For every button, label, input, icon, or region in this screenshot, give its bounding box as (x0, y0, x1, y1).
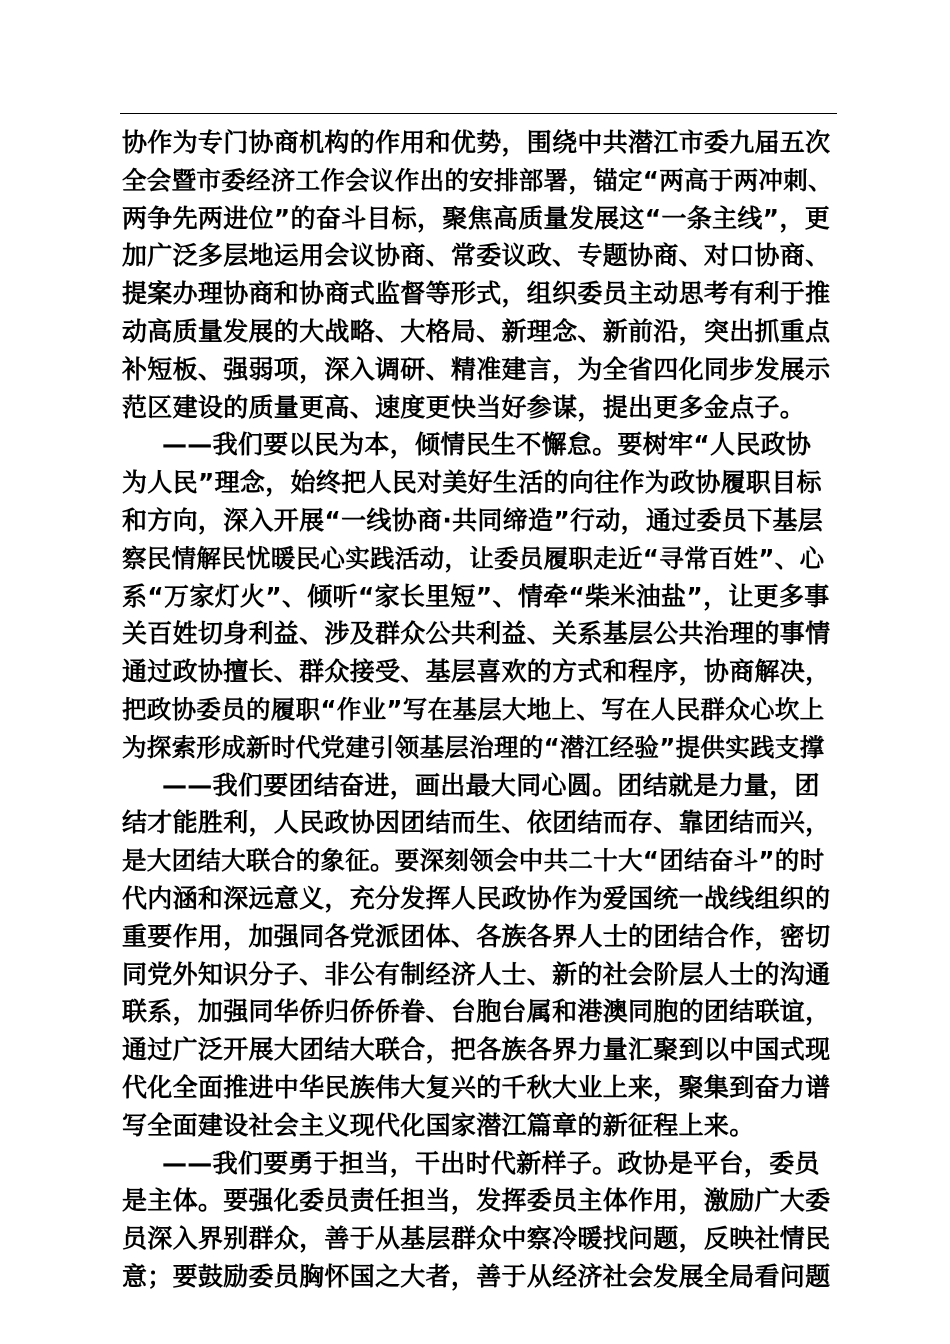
text-line: 把政协委员的履职“作业”写在基层大地上、写在人民群众心坎上 (122, 694, 825, 724)
header-rule (120, 113, 837, 114)
text-line: 代化全面推进中华民族伟大复兴的千秋大业上来，聚集到奋力谱 (122, 1072, 831, 1102)
paragraph-start-line: ——我们要勇于担当，干出时代新样子。政协是平台，委员 (162, 1148, 820, 1178)
text-line: 关百姓切身利益、涉及群众公共利益、关系基层公共治理的事情 (122, 619, 831, 649)
text-line: 员深入界别群众，善于从基层群众中察冷暖找问题，反映社情民 (122, 1224, 831, 1254)
text-line: 是主体。要强化委员责任担当，发挥委员主体作用，激励广大委 (122, 1186, 831, 1216)
text-line: 代内涵和深远意义，充分发挥人民政协作为爱国统一战线组织的 (122, 883, 831, 913)
text-line: 写全面建设社会主义现代化国家潜江篇章的新征程上来。 (122, 1110, 755, 1140)
text-line: 范区建设的质量更高、速度更快当好参谋，提出更多金点子。 (122, 392, 806, 422)
text-line: 加广泛多层地运用会议协商、常委议政、专题协商、对口协商、 (122, 241, 831, 271)
text-line: 协作为专门协商机构的作用和优势，围绕中共潜江市委九届五次 (122, 128, 831, 157)
paragraph-start-line: ——我们要以民为本，倾情民生不懈怠。要树牢“人民政协 (162, 430, 812, 460)
text-line: 同党外知识分子、非公有制经济人士、新的社会阶层人士的沟通 (122, 959, 831, 989)
text-line: 两争先两进位”的奋斗目标，聚焦高质量发展这“一条主线”，更 (122, 203, 830, 233)
text-line: 通过政协擅长、群众接受、基层喜欢的方式和程序，协商解决， (122, 657, 831, 687)
text-line: 通过广泛开展大团结大联合，把各族各界力量汇聚到以中国式现 (122, 1035, 831, 1065)
text-line: 动高质量发展的大战略、大格局、新理念、新前沿，突出抓重点 (122, 316, 831, 346)
paragraph-start-line: ——我们要团结奋进，画出最大同心圆。团结就是力量，团 (162, 770, 820, 800)
text-line: 重要作用，加强同各党派团体、各族各界人士的团结合作，密切 (122, 921, 831, 951)
text-line: 和方向，深入开展“一线协商·共同缔造”行动，通过委员下基层 (122, 505, 824, 535)
text-line: 提案办理协商和协商式监督等形式，组织委员主动思考有利于推 (122, 279, 831, 309)
text-line: 意；要鼓励委员胸怀国之大者，善于从经济社会发展全局看问题 (122, 1261, 831, 1291)
text-line: 全会暨市委经济工作会议作出的安排部署，锚定“两高于两冲刺、 (122, 165, 833, 195)
text-line: 系“万家灯火”、倾听“家长里短”、情牵“柴米油盐”，让更多事 (122, 581, 830, 611)
text-line: 为探索形成新时代党建引领基层治理的“潜江经验”提供实践支撑 (122, 732, 825, 762)
body-text (122, 124, 838, 1296)
text-line: 为人民”理念，始终把人民对美好生活的向往作为政协履职目标 (122, 468, 822, 498)
text-line: 补短板、强弱项，深入调研、精准建言，为全省四化同步发展示 (122, 354, 831, 384)
text-line: 联系，加强同华侨归侨侨眷、台胞台属和港澳同胞的团结联谊， (122, 997, 831, 1027)
text-line: 察民情解民忧暖民心实践活动，让委员履职走近“寻常百姓”、心 (122, 543, 825, 573)
text-line: 结才能胜利，人民政协因团结而生、依团结而存、靠团结而兴， (122, 808, 831, 838)
text-line: 是大团结大联合的象征。要深刻领会中共二十大“团结奋斗”的时 (122, 846, 825, 876)
